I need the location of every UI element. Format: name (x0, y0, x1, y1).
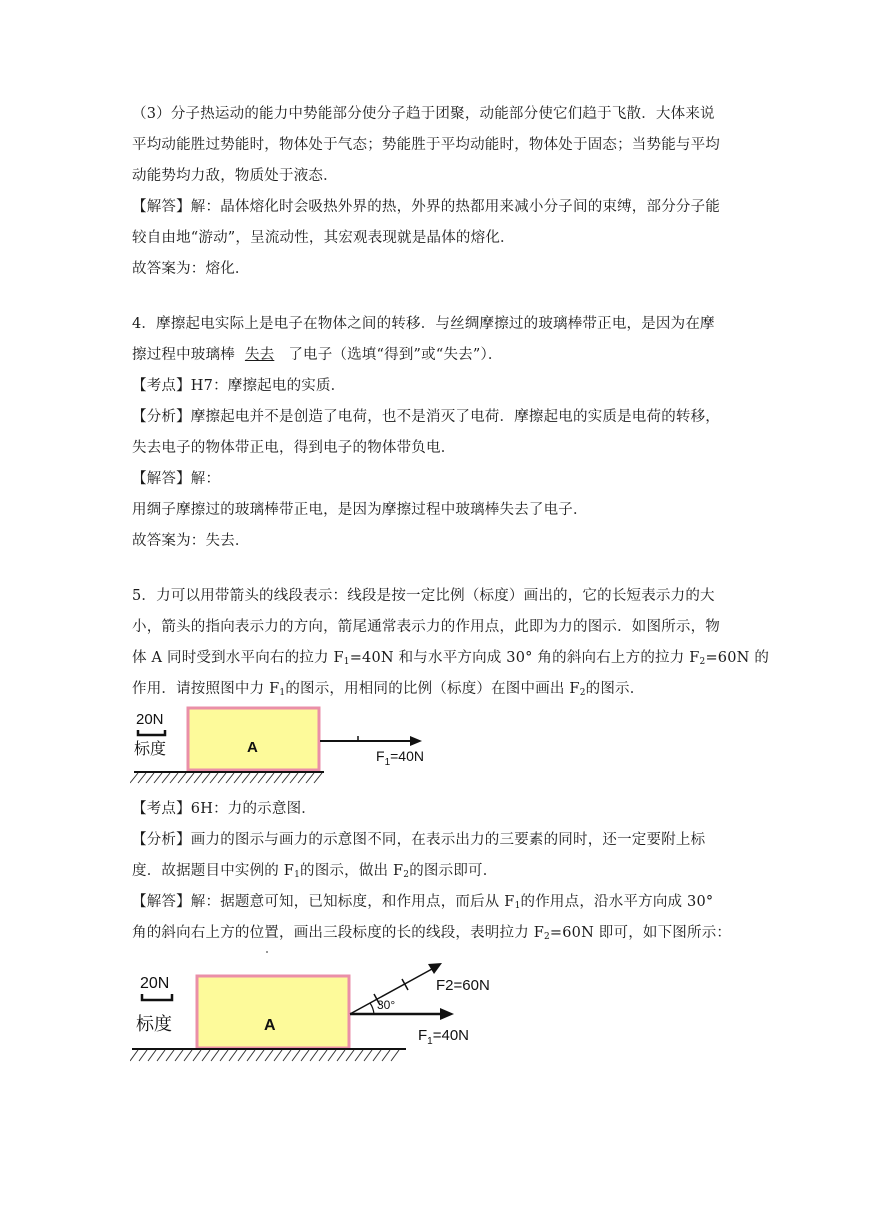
q5-sub-2: 2 (403, 870, 410, 880)
q4-jieda-1: 用绸子摩擦过的玻璃棒带正电，是因为摩擦过程中玻璃棒失去了电子． (132, 502, 588, 518)
q5-sub-1: 1 (514, 901, 521, 911)
q5-line-4-b: 的图示，用相同的比例（标度）在图中画出 F (285, 681, 580, 697)
q5-line-2: 小，箭头的指向表示力的方向，箭尾通常表示力的作用点，此即为力的图示．如图所示，物 (132, 619, 720, 635)
q4-kaodian: 【考点】H7：摩擦起电的实质． (132, 378, 346, 394)
fig2-f1-suffix: =40N (432, 1027, 470, 1044)
fig1-f1-sub: 1 (384, 757, 391, 768)
q5-jieda-1-a: 【解答】解：据题意可知，已知标度，和作用点，而后从 F (132, 894, 515, 910)
q5-line-3-b: =40N 和与水平方向成 30° 角的斜向右上方的拉力 F (349, 650, 700, 666)
sec3-line-2: 平均动能胜过势能时，物体处于气态；势能胜于平均动能时，物体处于固态；当势能与平均 (132, 137, 720, 153)
fig1-f1-arrow-head (410, 736, 422, 746)
fig1-block-label: A (247, 739, 258, 756)
sec3-answer-2: 较自由地“游动”，呈流动性，其宏观表现就是晶体的熔化． (132, 230, 515, 246)
q5-jieda-2-a: 角的斜向右上方的位置，画出三段标度的长的线段，表明拉力 F (132, 925, 544, 941)
q4-line-2-pre: 擦过程中玻璃棒 (132, 347, 235, 363)
q5-kaodian: 【考点】6H：力的示意图． (132, 801, 316, 817)
fig2-dot (266, 951, 268, 953)
fig2-scale-bar (142, 994, 172, 1000)
fig2-f2-arrow-head (428, 963, 442, 974)
q4-line-2 (132, 345, 742, 365)
q5-line-3-c: =60N 的 (705, 650, 770, 666)
fig1-scale-label: 标度 (134, 741, 167, 758)
fig2-angle-arc (370, 1003, 374, 1014)
q4-line-1: 4．摩擦起电实际上是电子在物体之间的转移．与丝绸摩擦过的玻璃棒带正电，是因为在摩 (132, 316, 715, 332)
fig1-scale-bar (138, 730, 165, 735)
q5-line-4-a: 作用．请按照图中力 F (132, 681, 280, 697)
q4-fenxi-2: 失去电子的物体带正电，得到电子的物体带负电． (132, 440, 456, 456)
q4-answer-blank: 失去 (244, 347, 275, 363)
fig1-f1-label (376, 748, 424, 768)
figure-2-answer-diagram (130, 950, 510, 1068)
fig1-scale-value: 20N (136, 711, 164, 728)
q4-line-2-post: 了电子（选填“得到”或“失去”）． (288, 347, 503, 363)
q5-jieda-2 (132, 923, 742, 947)
q5-sub-2: 2 (699, 657, 706, 667)
q5-fenxi-2 (132, 861, 742, 885)
q5-jieda-2-b: =60N 即可，如下图所示： (549, 925, 732, 941)
figure-1-force-diagram (130, 700, 435, 788)
sec3-line-1: （3）分子热运动的能力中势能部分使分子趋于团聚，动能部分使它们趋于飞散．大体来说 (132, 106, 715, 122)
fig2-f1-sub: 1 (427, 1036, 433, 1047)
sec3-line-3: 动能势均力敌，物质处于液态． (132, 168, 338, 184)
sec3-answer-1: 【解答】解：晶体熔化时会吸热外界的热，外界的热都用来减小分子间的束缚，部分分子能 (132, 199, 720, 215)
q5-sub-1: 1 (279, 688, 286, 698)
fig2-f1-arrow-head (440, 1008, 454, 1020)
fig2-block-a (197, 976, 349, 1048)
q5-line-4-c: 的图示． (585, 681, 645, 697)
q5-fenxi-1: 【分析】画力的图示与画力的示意图不同，在表示出力的三要素的同时，还一定要附上标 (132, 832, 706, 848)
q4-final-answer: 故答案为：失去． (132, 533, 250, 549)
q5-sub-2: 2 (579, 688, 586, 698)
sec3-final-answer: 故答案为：熔化． (132, 261, 250, 277)
q4-jieda: 【解答】解： (132, 471, 221, 487)
q5-line-3-a: 体 A 同时受到水平向右的拉力 F (132, 650, 344, 666)
fig2-angle-label: 30° (377, 998, 396, 1012)
fig1-f1-suffix: =40N (390, 748, 424, 764)
fig2-block-label: A (264, 1017, 276, 1034)
fig1-f1-prefix: F (376, 748, 385, 764)
q5-sub-1: 1 (343, 657, 350, 667)
fig2-scale-value: 20N (140, 975, 170, 992)
q5-fenxi-2-c: 的图示即可． (409, 863, 498, 879)
q5-line-1: 5．力可以用带箭头的线段表示：线段是按一定比例（标度）画出的，它的长短表示力的大 (132, 588, 715, 604)
fig2-f1-prefix: F (418, 1027, 428, 1044)
q5-jieda-1-b: 的作用点，沿水平方向成 30° (520, 894, 714, 910)
q5-sub-2: 2 (543, 932, 550, 942)
fig2-ground-hatch (130, 1050, 399, 1061)
fig2-scale-label: 标度 (136, 1014, 172, 1034)
q4-fenxi-1: 【分析】摩擦起电并不是创造了电荷，也不是消灭了电荷．摩擦起电的实质是电荷的转移， (132, 409, 720, 425)
fig2-f1-label (418, 1027, 469, 1047)
fig2-f2-label: F2=60N (436, 977, 490, 994)
fig1-ground-hatch (130, 773, 322, 783)
q5-line-3 (132, 648, 770, 672)
q5-sub-1: 1 (294, 870, 301, 880)
q5-fenxi-2-a: 度．故据题目中实例的 F (132, 863, 295, 879)
q5-jieda-1 (132, 892, 742, 916)
q5-fenxi-2-b: 的图示，做出 F (300, 863, 404, 879)
